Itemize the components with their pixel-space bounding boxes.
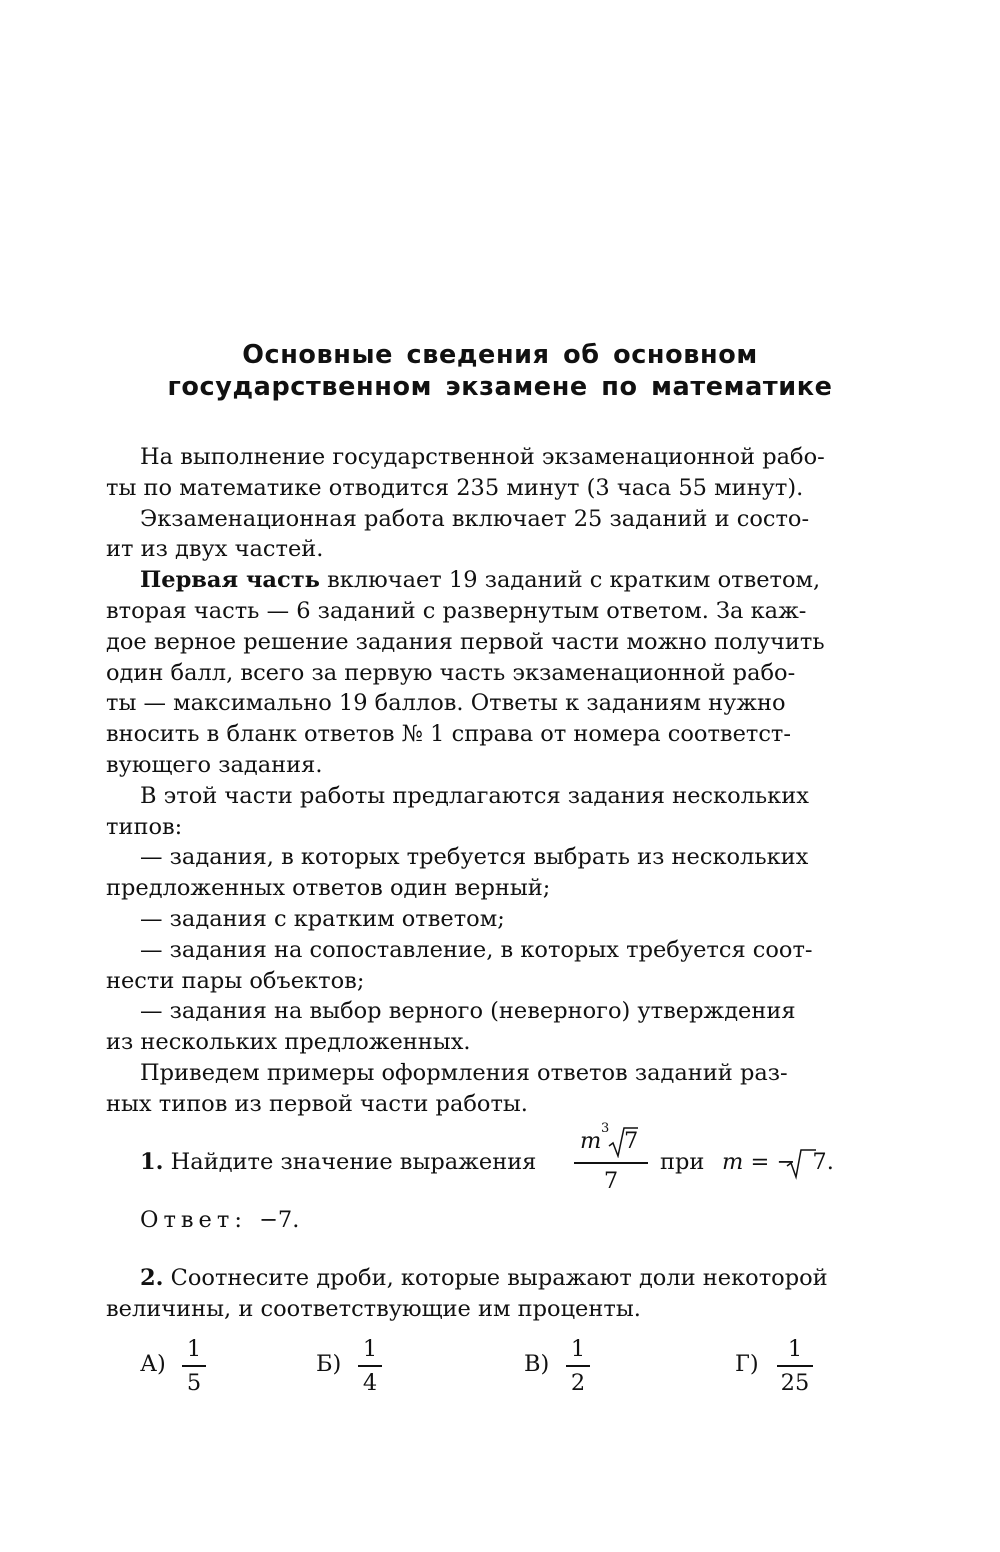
option-denominator: 25: [780, 1369, 810, 1396]
answer-label: Ответ:: [140, 1207, 247, 1233]
task-2-number: 2.: [140, 1265, 164, 1291]
title-line-2: государственном экзамене по математике: [167, 372, 833, 402]
option-fraction: [358, 1335, 382, 1397]
p2-line-1: Экзаменационная работа включает 25 заданий и состо-: [140, 505, 810, 532]
option-numerator: 1: [570, 1336, 586, 1362]
option-fraction: [777, 1335, 813, 1397]
p1-line-1: На выполнение государственной экзаменационной рабо-: [140, 444, 825, 470]
option-fraction-bar: [182, 1365, 206, 1367]
bullet-3-line-1: — задания на сопоставление, в которых требуется соот-: [140, 936, 813, 963]
p3-line-2: вторая часть — 6 заданий с развернутым ответом. За каж-: [106, 597, 807, 624]
fraction-bar: [574, 1162, 648, 1164]
task-1-text: Найдите значение выражения: [170, 1149, 537, 1175]
p3-bold-term: Первая часть: [140, 567, 320, 594]
sqrt-sign-icon: [786, 1148, 816, 1180]
task-2-line-1-rest: Соотнесите дроби, которые выражают доли некоторой: [163, 1265, 828, 1291]
option-label: В): [524, 1351, 550, 1377]
task-1-numerator: [574, 1121, 648, 1160]
task-1-at: при: [660, 1149, 705, 1175]
task-1-fraction: [574, 1121, 648, 1194]
option-fraction-bar: [566, 1365, 590, 1367]
answer-value: −7.: [259, 1207, 300, 1233]
page-title: [0, 339, 1000, 403]
option-label: А): [140, 1351, 166, 1377]
condition-end: .: [826, 1149, 834, 1175]
p3-line-5: ты — максимально 19 баллов. Ответы к заданиям нужно: [106, 690, 786, 717]
p3-line-6: вносить в бланк ответов № 1 справа от номера соответст-: [106, 721, 791, 748]
condition-var: m: [722, 1149, 744, 1175]
task-2-line-1: [140, 1265, 828, 1291]
p4-line-2: типов:: [106, 813, 183, 840]
task-1-denominator: 7: [603, 1167, 619, 1194]
p2-line-2: ит из двух частей.: [106, 536, 324, 563]
p3-line-3: дое верное решение задания первой части можно получить: [106, 628, 825, 655]
task-1-condition: [660, 1149, 704, 1175]
option-numerator: 1: [186, 1336, 202, 1362]
task-1-number: 1.: [140, 1149, 164, 1175]
numerator-var: m: [580, 1128, 602, 1154]
title-line-1: Основные сведения об основном: [242, 340, 758, 370]
body-text: [106, 442, 861, 1120]
condition-root: 7: [812, 1149, 827, 1175]
option-denominator: 2: [570, 1369, 586, 1396]
p3-line-7: вующего задания.: [106, 751, 323, 778]
p3-line-1-rest: включает 19 заданий с кратким ответом,: [319, 567, 821, 594]
task-1-line: [140, 1149, 536, 1175]
p4-line-1: В этой части работы предлагаются задания нескольких: [140, 782, 809, 809]
p3-line-4: один балл, всего за первую часть экзаменационной рабо-: [106, 659, 796, 686]
bullet-2-line-1: — задания с кратким ответом;: [140, 905, 505, 932]
option-numerator: 1: [787, 1336, 803, 1362]
condition-eq: = −: [743, 1149, 796, 1175]
option-label: Г): [735, 1351, 759, 1377]
option-fraction: [566, 1335, 590, 1397]
bullet-4-line-2: из нескольких предложенных.: [106, 1029, 471, 1056]
bullet-1-line-1: — задания, в которых требуется выбрать из нескольких: [140, 844, 809, 871]
option-numerator: 1: [362, 1336, 378, 1362]
task-1-answer: [140, 1207, 299, 1233]
p1-line-2: ты по математике отводится 235 минут (3 часа 55 минут).: [106, 474, 804, 501]
bullet-1-line-2: предложенных ответов один верный;: [106, 875, 551, 902]
p5-line-2: ных типов из первой части работы.: [106, 1090, 528, 1117]
option-denominator: 4: [362, 1369, 378, 1396]
bullet-4-line-1: — задания на выбор верного (неверного) утверждения: [140, 998, 796, 1025]
option-denominator: 5: [186, 1369, 202, 1396]
option-label: Б): [316, 1351, 342, 1377]
p3-line-1: [106, 565, 861, 596]
task-1-condition-expr: [722, 1149, 834, 1175]
p5-line-1: Приведем примеры оформления ответов заданий раз-: [140, 1059, 788, 1086]
option-fraction-bar: [777, 1365, 813, 1367]
task-2-line-2: величины, и соответствующие им проценты.: [106, 1296, 641, 1322]
numerator-root: 7: [624, 1128, 639, 1154]
numerator-exponent: 3: [601, 1121, 610, 1136]
option-fraction: [182, 1335, 206, 1397]
bullet-3-line-2: нести пары объектов;: [106, 967, 365, 994]
option-fraction-bar: [358, 1365, 382, 1367]
